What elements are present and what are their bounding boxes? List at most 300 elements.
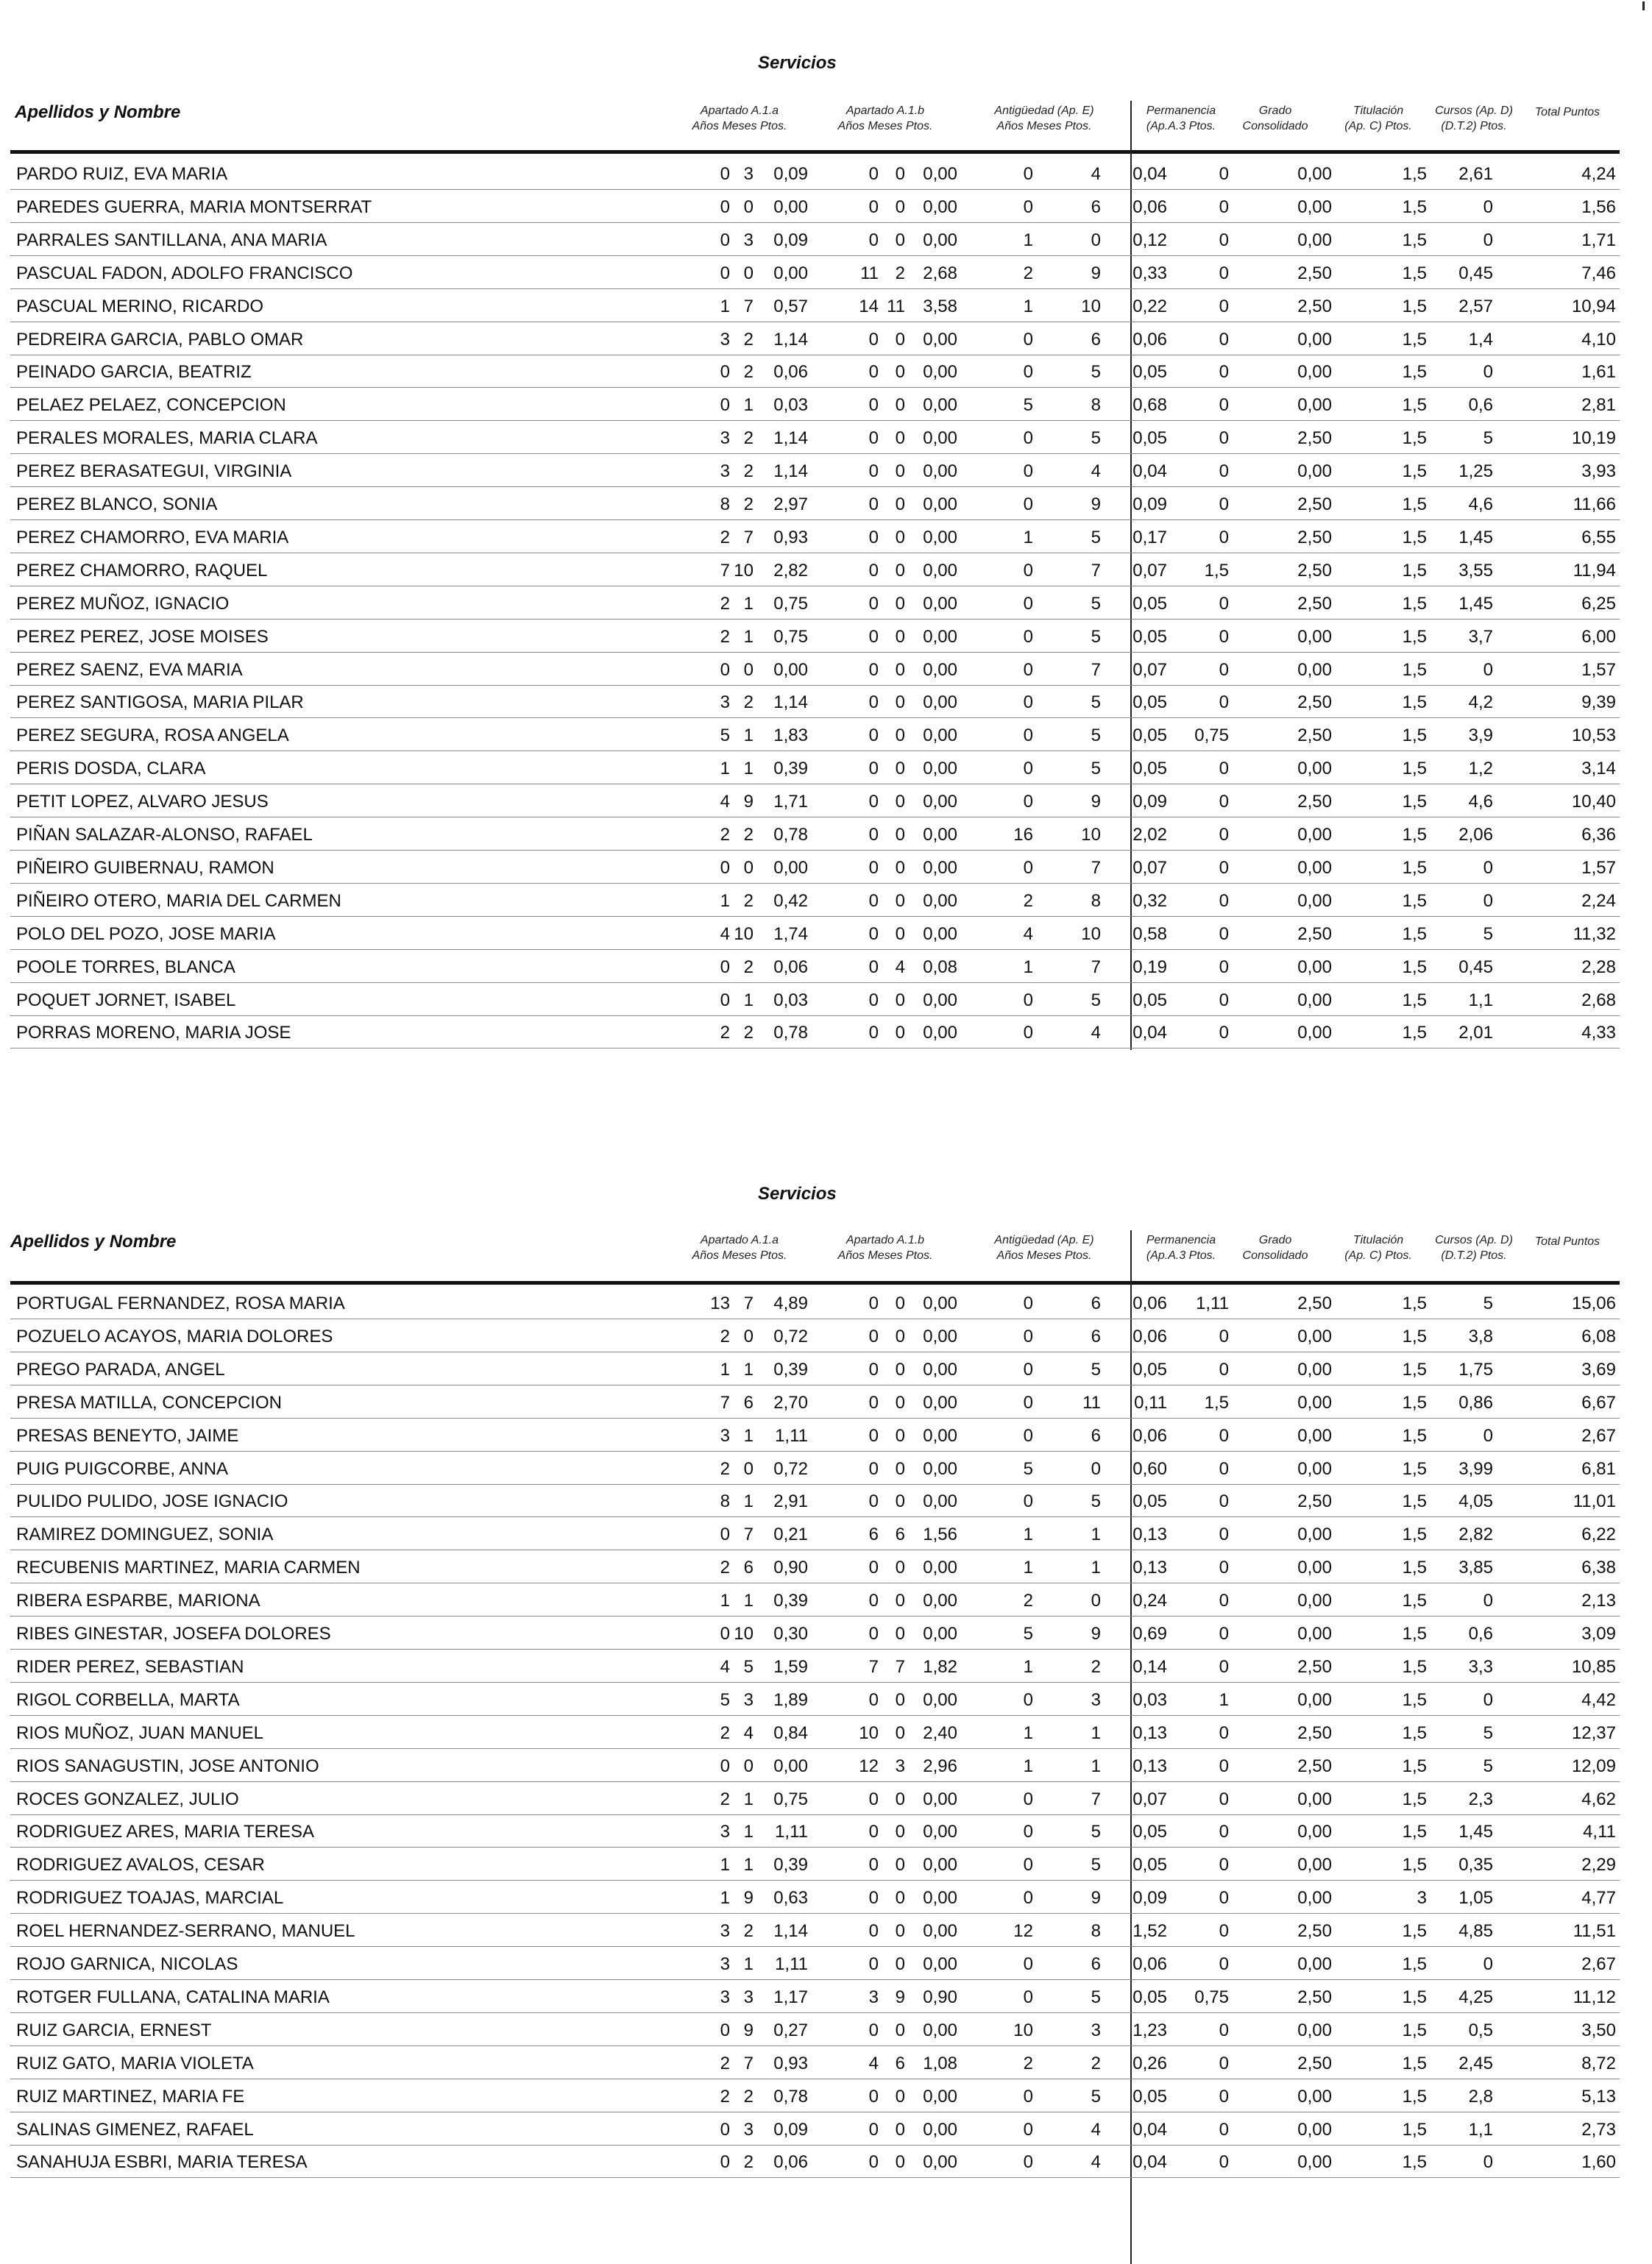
permanencia-cell: 0 (1219, 1888, 1229, 1909)
a1a_ptos-cell: 0,78 (773, 825, 808, 845)
a1a_meses-cell: 2 (743, 494, 754, 514)
table-row (10, 1616, 1620, 1650)
a1b_ptos-cell: 2,96 (923, 1756, 957, 1776)
cursos-cell: 0 (1483, 2152, 1493, 2173)
section-title: Servicios (758, 1184, 837, 1204)
a1b_ptos-cell: 0,00 (923, 1822, 957, 1842)
grado-cell: 2,50 (1297, 428, 1332, 449)
table-row (10, 586, 1620, 620)
a1b_meses-cell: 7 (895, 1656, 905, 1677)
ant_anos-cell: 0 (1023, 725, 1033, 746)
name-cell: RODRIGUEZ TOAJAS, MARCIAL (16, 1888, 284, 1909)
a1a_anos-cell: 8 (720, 494, 730, 514)
name-cell: PAREDES GUERRA, MARIA MONTSERRAT (16, 196, 372, 217)
table-row (10, 717, 1620, 751)
titulacion-cell: 1,5 (1402, 1425, 1427, 1446)
a1b_anos-cell: 0 (868, 792, 879, 812)
a1b_ptos-cell: 0,00 (923, 593, 957, 614)
ant_ptos-cell: 0,14 (1132, 1656, 1167, 1677)
name-cell: ROEL HERNANDEZ-SERRANO, MANUEL (16, 1921, 355, 1942)
total-cell: 4,77 (1581, 1888, 1616, 1909)
a1a_anos-cell: 5 (720, 1689, 730, 1710)
ant_ptos-cell: 0,17 (1132, 527, 1167, 547)
a1a_meses-cell: 6 (743, 1392, 754, 1413)
a1a_anos-cell: 0 (720, 164, 730, 184)
a1b_meses-cell: 0 (895, 593, 905, 614)
header-a1a: Apartado A.1.a Años Meses Ptos. (692, 1234, 787, 1262)
a1a_meses-cell: 3 (743, 164, 754, 184)
ant_anos-cell: 0 (1023, 362, 1033, 383)
permanencia-cell: 0,75 (1194, 725, 1229, 746)
a1b_anos-cell: 0 (868, 428, 879, 449)
a1a_anos-cell: 3 (720, 1822, 730, 1842)
a1a_anos-cell: 2 (720, 2053, 730, 2073)
a1b_ptos-cell: 0,00 (923, 395, 957, 416)
table-row (10, 1418, 1620, 1452)
titulacion-cell: 1,5 (1402, 1756, 1427, 1776)
name-cell: POOLE TORRES, BLANCA (16, 957, 235, 977)
name-cell: PASCUAL MERINO, RICARDO (16, 296, 264, 316)
name-cell: PORRAS MORENO, MARIA JOSE (16, 1023, 291, 1043)
table-row (10, 619, 1620, 653)
a1b_ptos-cell: 0,00 (923, 792, 957, 812)
name-cell: RIBES GINESTAR, JOSEFA DOLORES (16, 1624, 331, 1644)
a1a_ptos-cell: 1,14 (773, 461, 808, 482)
a1b_meses-cell: 0 (895, 527, 905, 547)
a1a_ptos-cell: 1,14 (773, 329, 808, 349)
ant_anos-cell: 5 (1023, 395, 1033, 416)
a1a_meses-cell: 2 (743, 2152, 754, 2173)
titulacion-cell: 1,5 (1402, 825, 1427, 845)
ant_ptos-cell: 0,11 (1134, 1392, 1167, 1413)
titulacion-cell: 1,5 (1402, 2152, 1427, 2173)
a1b_anos-cell: 3 (868, 1987, 879, 2007)
permanencia-cell: 0 (1219, 395, 1229, 416)
total-cell: 10,53 (1571, 725, 1616, 746)
a1b_ptos-cell: 0,08 (923, 957, 957, 977)
name-cell: PERIS DOSDA, CLARA (16, 759, 206, 779)
a1a_meses-cell: 3 (743, 1987, 754, 2007)
header-rule (10, 1281, 1620, 1285)
cursos-cell: 0,6 (1468, 395, 1493, 416)
permanencia-cell: 0 (1219, 362, 1229, 383)
table-row (10, 1319, 1620, 1352)
a1b_ptos-cell: 0,00 (923, 560, 957, 581)
ant_meses-cell: 0 (1091, 1591, 1101, 1611)
permanencia-cell: 0 (1219, 428, 1229, 449)
a1a_meses-cell: 1 (743, 725, 754, 746)
a1b_anos-cell: 10 (859, 1722, 879, 1743)
name-cell: PEREZ BLANCO, SONIA (16, 494, 218, 514)
grado-cell: 2,50 (1297, 692, 1332, 713)
permanencia-cell: 0 (1219, 296, 1229, 316)
permanencia-cell: 1,11 (1196, 1294, 1229, 1313)
ant_meses-cell: 10 (1081, 923, 1101, 944)
a1a_ptos-cell: 1,11 (775, 1954, 808, 1974)
a1a_meses-cell: 4 (743, 1722, 754, 1743)
cursos-cell: 0,86 (1458, 1392, 1493, 1413)
a1b_ptos-cell: 0,00 (923, 659, 957, 680)
cursos-cell: 1,45 (1458, 527, 1493, 547)
table-row (10, 1913, 1620, 1947)
grado-cell: 2,50 (1297, 296, 1332, 316)
table-row (10, 652, 1620, 686)
grado-cell: 2,50 (1297, 725, 1332, 746)
name-cell: PEREZ BERASATEGUI, VIRGINIA (16, 461, 292, 482)
titulacion-cell: 1,5 (1402, 1822, 1427, 1842)
a1b_meses-cell: 0 (895, 825, 905, 845)
ant_ptos-cell: 0,33 (1132, 263, 1167, 283)
a1b_anos-cell: 0 (868, 1954, 879, 1974)
table-row (10, 1979, 1620, 2013)
grado-cell: 0,00 (1297, 1425, 1332, 1446)
permanencia-cell: 0 (1219, 2119, 1229, 2140)
a1a_meses-cell: 9 (743, 1888, 754, 1909)
cursos-cell: 1,05 (1458, 1888, 1493, 1909)
ant_meses-cell: 5 (1091, 593, 1101, 614)
a1a_anos-cell: 2 (720, 527, 730, 547)
table-row (10, 553, 1620, 586)
name-cell: PEREZ MUÑOZ, IGNACIO (16, 593, 230, 614)
a1b_meses-cell: 0 (895, 362, 905, 383)
total-cell: 2,67 (1581, 1425, 1616, 1446)
ant_ptos-cell: 0,12 (1132, 230, 1167, 250)
titulacion-cell: 1,5 (1402, 560, 1427, 581)
header-a1b: Apartado A.1.b Años Meses Ptos. (837, 1234, 933, 1262)
ant_anos-cell: 0 (1023, 1392, 1033, 1413)
ant_meses-cell: 10 (1081, 825, 1101, 845)
a1b_anos-cell: 0 (868, 1392, 879, 1413)
a1b_meses-cell: 0 (895, 2119, 905, 2140)
titulacion-cell: 1,5 (1402, 692, 1427, 713)
total-cell: 6,55 (1581, 527, 1616, 547)
total-cell: 9,39 (1581, 692, 1616, 713)
cursos-cell: 0 (1483, 857, 1493, 878)
table-row (10, 1583, 1620, 1617)
ant_ptos-cell: 0,05 (1132, 1987, 1167, 2007)
total-cell: 3,09 (1581, 1624, 1616, 1644)
ant_anos-cell: 0 (1023, 1822, 1033, 1842)
table-row (10, 2112, 1620, 2146)
permanencia-cell: 0 (1219, 957, 1229, 977)
titulacion-cell: 1,5 (1402, 230, 1427, 250)
table-row (10, 1715, 1620, 1749)
a1a_ptos-cell: 1,14 (773, 1921, 808, 1942)
titulacion-cell: 1,5 (1402, 923, 1427, 944)
a1b_anos-cell: 0 (868, 196, 879, 217)
header-total: Total Puntos (1534, 106, 1600, 118)
table-row (10, 1946, 1620, 1980)
a1a_meses-cell: 2 (743, 1921, 754, 1942)
permanencia-cell: 1 (1219, 1689, 1229, 1710)
a1a_meses-cell: 0 (743, 1756, 754, 1776)
table-row (10, 949, 1620, 983)
cursos-cell: 3,85 (1458, 1558, 1493, 1578)
a1a_ptos-cell: 0,00 (773, 857, 808, 878)
a1a_ptos-cell: 0,93 (773, 527, 808, 547)
ant_meses-cell: 5 (1091, 990, 1101, 1010)
table-row (10, 255, 1620, 289)
header-perm: Permanencia (Ap.A.3 Ptos. (1146, 104, 1216, 132)
a1a_meses-cell: 5 (743, 1656, 754, 1677)
ant_anos-cell: 1 (1023, 230, 1033, 250)
titulacion-cell: 1,5 (1402, 2020, 1427, 2040)
a1a_anos-cell: 3 (720, 461, 730, 482)
total-cell: 2,81 (1581, 395, 1616, 416)
a1b_ptos-cell: 0,00 (923, 1294, 957, 1313)
a1b_meses-cell: 0 (895, 1888, 905, 1909)
permanencia-cell: 0 (1219, 792, 1229, 812)
ant_anos-cell: 2 (1023, 1591, 1033, 1611)
ant_meses-cell: 0 (1091, 1458, 1101, 1479)
cursos-cell: 4,25 (1458, 1987, 1493, 2007)
cursos-cell: 0 (1483, 1425, 1493, 1446)
permanencia-cell: 0 (1219, 329, 1229, 349)
titulacion-cell: 1,5 (1402, 1491, 1427, 1512)
a1b_ptos-cell: 0,00 (923, 890, 957, 911)
table-row (10, 1748, 1620, 1782)
ant_meses-cell: 8 (1091, 890, 1101, 911)
cursos-cell: 2,01 (1458, 1023, 1493, 1043)
ant_anos-cell: 0 (1023, 329, 1033, 349)
ant_meses-cell: 6 (1091, 1294, 1101, 1313)
ant_ptos-cell: 0,68 (1132, 395, 1167, 416)
a1a_meses-cell: 10 (734, 923, 754, 944)
grado-cell: 2,50 (1297, 923, 1332, 944)
total-cell: 11,12 (1573, 1987, 1616, 2007)
ant_ptos-cell: 0,09 (1132, 494, 1167, 514)
ant_anos-cell: 0 (1023, 593, 1033, 614)
a1a_ptos-cell: 0,06 (773, 362, 808, 383)
a1b_ptos-cell: 1,08 (923, 2053, 957, 2073)
a1a_anos-cell: 3 (720, 428, 730, 449)
permanencia-cell: 1,5 (1204, 1392, 1229, 1413)
total-cell: 2,73 (1581, 2119, 1616, 2140)
a1b_ptos-cell: 0,00 (923, 527, 957, 547)
table-row (10, 486, 1620, 520)
a1b_anos-cell: 0 (868, 494, 879, 514)
a1b_anos-cell: 0 (868, 659, 879, 680)
grado-cell: 0,00 (1297, 1591, 1332, 1611)
ant_anos-cell: 1 (1023, 1656, 1033, 1677)
a1b_ptos-cell: 0,00 (923, 494, 957, 514)
header-apellidos-y-nombre: Apellidos y Nombre (10, 1232, 177, 1252)
a1b_ptos-cell: 0,00 (923, 164, 957, 184)
grado-cell: 2,50 (1297, 593, 1332, 614)
a1b_anos-cell: 0 (868, 990, 879, 1010)
ant_meses-cell: 5 (1091, 1491, 1101, 1512)
table-row (10, 850, 1620, 884)
titulacion-cell: 1,5 (1402, 362, 1427, 383)
total-cell: 10,19 (1571, 428, 1616, 449)
a1a_meses-cell: 2 (743, 329, 754, 349)
grado-cell: 0,00 (1297, 362, 1332, 383)
a1a_meses-cell: 0 (743, 263, 754, 283)
a1b_meses-cell: 6 (895, 2053, 905, 2073)
ant_anos-cell: 0 (1023, 1425, 1033, 1446)
ant_meses-cell: 2 (1091, 1656, 1101, 1677)
name-cell: PARDO RUIZ, EVA MARIA (16, 164, 228, 184)
a1a_meses-cell: 3 (743, 2119, 754, 2140)
a1b_anos-cell: 0 (868, 362, 879, 383)
a1a_meses-cell: 3 (743, 230, 754, 250)
a1a_meses-cell: 2 (743, 1023, 754, 1043)
a1b_ptos-cell: 0,00 (923, 230, 957, 250)
a1b_meses-cell: 0 (895, 230, 905, 250)
name-cell: PUIG PUIGCORBE, ANNA (16, 1458, 229, 1479)
permanencia-cell: 0 (1219, 164, 1229, 184)
a1a_ptos-cell: 0,09 (773, 2119, 808, 2140)
name-cell: RODRIGUEZ ARES, MARIA TERESA (16, 1822, 314, 1842)
total-cell: 2,24 (1581, 890, 1616, 911)
total-cell: 4,42 (1581, 1689, 1616, 1710)
total-cell: 6,81 (1581, 1458, 1616, 1479)
total-cell: 2,28 (1581, 957, 1616, 977)
permanencia-cell: 0 (1219, 1954, 1229, 1974)
ant_meses-cell: 1 (1091, 1756, 1101, 1776)
a1a_anos-cell: 3 (720, 1987, 730, 2007)
name-cell: RIGOL CORBELLA, MARTA (16, 1689, 240, 1710)
ant_ptos-cell: 0,05 (1132, 990, 1167, 1010)
grado-cell: 0,00 (1297, 1458, 1332, 1479)
a1a_anos-cell: 1 (720, 1855, 730, 1876)
a1a_ptos-cell: 0,90 (773, 1558, 808, 1578)
cursos-cell: 0 (1483, 890, 1493, 911)
a1a_ptos-cell: 0,00 (773, 659, 808, 680)
ant_anos-cell: 0 (1023, 1359, 1033, 1380)
grado-cell: 0,00 (1297, 395, 1332, 416)
a1a_meses-cell: 2 (743, 461, 754, 482)
name-cell: PEREZ SEGURA, ROSA ANGELA (16, 725, 289, 746)
ant_meses-cell: 4 (1091, 2119, 1101, 2140)
permanencia-cell: 0 (1219, 1921, 1229, 1942)
a1b_meses-cell: 0 (895, 626, 905, 647)
ant_meses-cell: 4 (1091, 164, 1101, 184)
ant_anos-cell: 1 (1023, 296, 1033, 316)
grado-cell: 0,00 (1297, 1023, 1332, 1043)
titulacion-cell: 1,5 (1402, 2086, 1427, 2107)
cursos-cell: 3,3 (1468, 1656, 1493, 1677)
titulacion-cell: 1,5 (1402, 1359, 1427, 1380)
total-cell: 10,40 (1571, 792, 1616, 812)
ant_meses-cell: 5 (1091, 725, 1101, 746)
total-cell: 2,67 (1581, 1954, 1616, 1974)
ant_meses-cell: 6 (1091, 1954, 1101, 1974)
ant_ptos-cell: 0,05 (1132, 1359, 1167, 1380)
name-cell: ROTGER FULLANA, CATALINA MARIA (16, 1987, 330, 2007)
titulacion-cell: 1,5 (1402, 1591, 1427, 1611)
a1a_anos-cell: 0 (720, 1525, 730, 1545)
total-cell: 1,57 (1581, 857, 1616, 878)
ant_anos-cell: 0 (1023, 1789, 1033, 1809)
ant_ptos-cell: 0,05 (1132, 759, 1167, 779)
a1b_anos-cell: 0 (868, 626, 879, 647)
cursos-cell: 2,61 (1458, 164, 1493, 184)
ant_meses-cell: 9 (1091, 494, 1101, 514)
ant_meses-cell: 7 (1091, 560, 1101, 581)
a1a_ptos-cell: 1,11 (775, 1822, 808, 1842)
ant_ptos-cell: 1,52 (1132, 1921, 1167, 1942)
a1b_ptos-cell: 0,00 (923, 461, 957, 482)
ant_meses-cell: 5 (1091, 692, 1101, 713)
total-cell: 6,00 (1581, 626, 1616, 647)
ant_ptos-cell: 0,05 (1132, 362, 1167, 383)
ant_anos-cell: 0 (1023, 1888, 1033, 1909)
ant_ptos-cell: 0,19 (1132, 957, 1167, 977)
a1b_ptos-cell: 0,00 (923, 1921, 957, 1942)
a1b_ptos-cell: 0,00 (923, 1689, 957, 1710)
titulacion-cell: 1,5 (1402, 1987, 1427, 2007)
a1b_anos-cell: 0 (868, 1491, 879, 1512)
a1b_anos-cell: 0 (868, 692, 879, 713)
a1a_ptos-cell: 0,63 (773, 1888, 808, 1909)
a1b_meses-cell: 0 (895, 1359, 905, 1380)
name-cell: RECUBENIS MARTINEZ, MARIA CARMEN (16, 1558, 361, 1578)
total-cell: 15,06 (1571, 1294, 1616, 1313)
name-cell: PRESA MATILLA, CONCEPCION (16, 1392, 282, 1413)
a1a_ptos-cell: 0,27 (773, 2020, 808, 2040)
table-row (10, 288, 1620, 322)
a1b_anos-cell: 0 (868, 1789, 879, 1809)
a1a_meses-cell: 6 (743, 1558, 754, 1578)
grado-cell: 0,00 (1297, 1359, 1332, 1380)
a1b_anos-cell: 11 (860, 263, 879, 283)
permanencia-cell: 0 (1219, 593, 1229, 614)
titulacion-cell: 1,5 (1402, 1392, 1427, 1413)
a1a_anos-cell: 2 (720, 825, 730, 845)
titulacion-cell: 1,5 (1402, 659, 1427, 680)
titulacion-cell: 1,5 (1402, 1023, 1427, 1043)
ant_anos-cell: 0 (1023, 626, 1033, 647)
a1a_anos-cell: 0 (720, 196, 730, 217)
cursos-cell: 3,7 (1468, 626, 1493, 647)
a1a_ptos-cell: 0,72 (773, 1458, 808, 1479)
name-cell: RUIZ MARTINEZ, MARIA FE (16, 2086, 245, 2107)
a1a_meses-cell: 1 (743, 1855, 754, 1876)
a1b_anos-cell: 0 (868, 329, 879, 349)
a1a_meses-cell: 7 (743, 1525, 754, 1545)
titulacion-cell: 1,5 (1402, 1855, 1427, 1876)
a1a_ptos-cell: 0,00 (773, 1756, 808, 1776)
ant_ptos-cell: 0,06 (1132, 1326, 1167, 1346)
a1b_meses-cell: 0 (895, 990, 905, 1010)
name-cell: SANAHUJA ESBRI, MARIA TERESA (16, 2152, 308, 2173)
permanencia-cell: 0 (1219, 1789, 1229, 1809)
name-cell: POLO DEL POZO, JOSE MARIA (16, 923, 276, 944)
a1a_ptos-cell: 4,89 (773, 1294, 808, 1313)
a1b_anos-cell: 0 (868, 1921, 879, 1942)
a1b_meses-cell: 0 (895, 857, 905, 878)
cursos-cell: 5 (1483, 923, 1493, 944)
cursos-cell: 1,45 (1458, 593, 1493, 614)
ant_meses-cell: 11 (1082, 1392, 1101, 1413)
titulacion-cell: 1,5 (1402, 1954, 1427, 1974)
total-cell: 7,46 (1581, 263, 1616, 283)
ant_anos-cell: 0 (1023, 659, 1033, 680)
grado-cell: 2,50 (1297, 1294, 1332, 1313)
a1a_ptos-cell: 1,74 (773, 923, 808, 944)
cursos-cell: 5 (1483, 428, 1493, 449)
a1a_ptos-cell: 0,03 (773, 395, 808, 416)
titulacion-cell: 1,5 (1402, 890, 1427, 911)
a1b_meses-cell: 0 (895, 494, 905, 514)
ant_meses-cell: 5 (1091, 527, 1101, 547)
titulacion-cell: 1,5 (1402, 857, 1427, 878)
a1b_anos-cell: 0 (868, 593, 879, 614)
ant_anos-cell: 0 (1023, 1987, 1033, 2007)
ant_ptos-cell: 0,07 (1132, 560, 1167, 581)
permanencia-cell: 0 (1219, 1491, 1229, 1512)
